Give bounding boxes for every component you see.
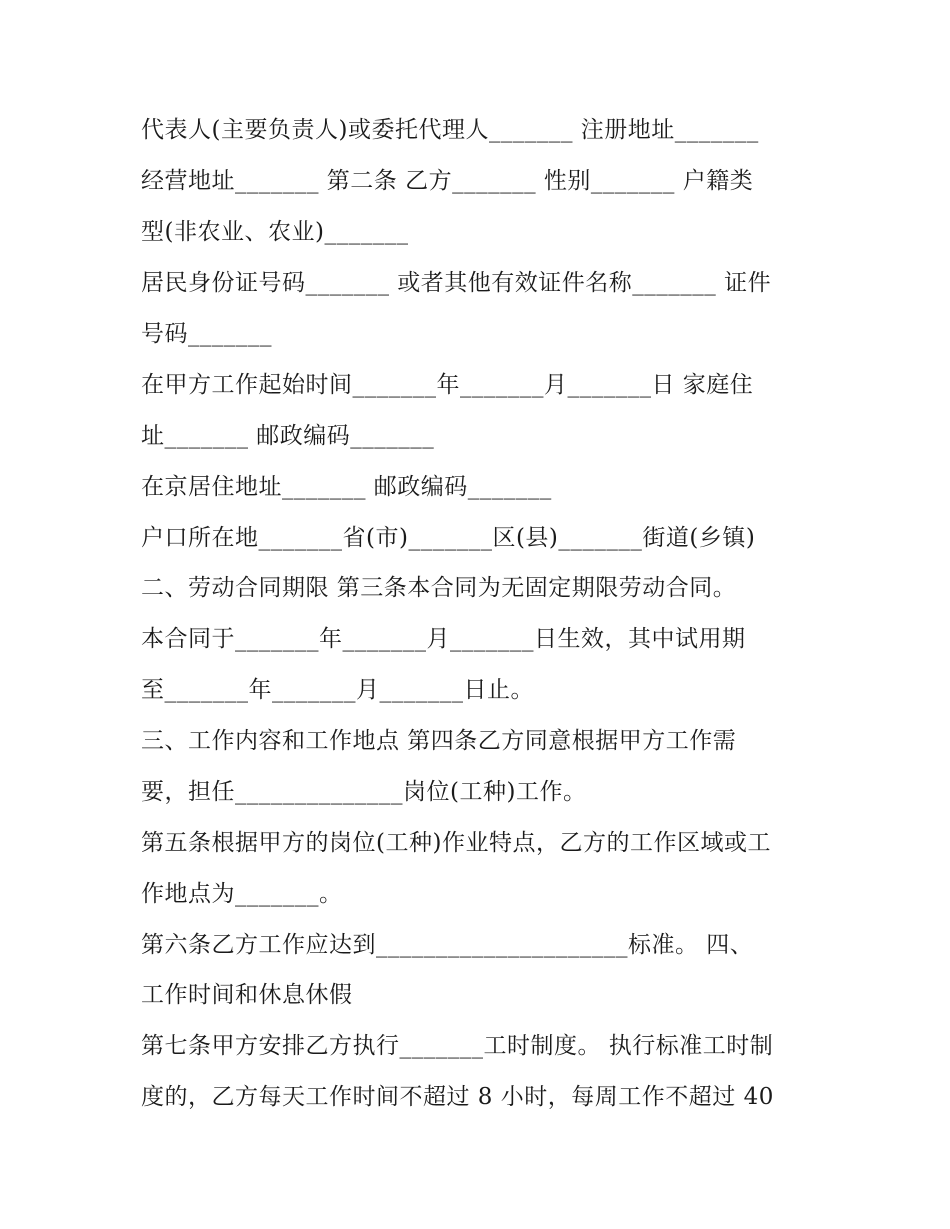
- text-line: 在甲方工作起始时间_______年_______月_______日 家庭住: [141, 372, 754, 398]
- text-line: 居民身份证号码_______ 或者其他有效证件名称_______ 证件: [141, 270, 772, 296]
- text-line: 作地点为_______。: [141, 881, 343, 907]
- text-line: 号码_______: [141, 321, 272, 347]
- text-line: 至_______年_______月_______日止。: [141, 677, 534, 703]
- text-line: 经营地址_______ 第二条 乙方_______ 性别_______ 户籍类: [141, 168, 754, 194]
- text-line: 址_______ 邮政编码_______: [141, 423, 435, 449]
- text-line: 工作时间和休息休假: [141, 982, 353, 1008]
- text-line: 度的，乙方每天工作时间不超过 8 小时，每周工作不超过 40: [141, 1084, 774, 1110]
- text-line: 代表人(主要负责人)或委托代理人_______ 注册地址_______: [141, 117, 759, 143]
- text-line: 在京居住地址_______ 邮政编码_______: [141, 474, 552, 500]
- text-line: 三、工作内容和工作地点 第四条乙方同意根据甲方工作需: [141, 728, 737, 754]
- text-line: 二、劳动合同期限 第三条本合同为无固定期限劳动合同。: [141, 575, 737, 601]
- text-line: 本合同于_______年_______月_______日生效，其中试用期: [141, 626, 746, 652]
- text-line: 第七条甲方安排乙方执行_______工时制度。 执行标准工时制: [141, 1033, 774, 1059]
- text-line: 户口所在地_______省(市)_______区(县)_______街道(乡镇): [141, 525, 756, 551]
- text-line: 要，担任______________岗位(工种)工作。: [141, 779, 587, 805]
- text-line: 型(非农业、农业)_______: [141, 219, 409, 245]
- text-line: 第六条乙方工作应达到_____________________标准。 四、: [141, 932, 754, 958]
- text-line: 第五条根据甲方的岗位(工种)作业特点，乙方的工作区域或工: [141, 830, 771, 856]
